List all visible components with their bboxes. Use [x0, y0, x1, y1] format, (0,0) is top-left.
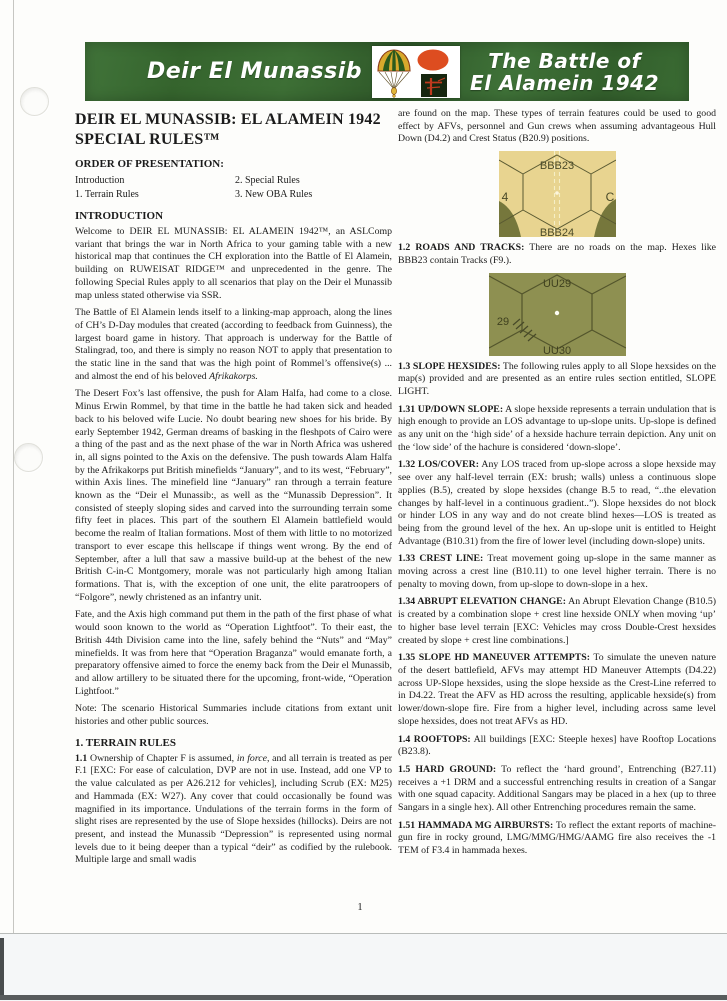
- intro-paragraph-2-text: The Battle of El Alamein lends itself to a linking-map approach, along the lines of CH’s D-Day modules that created (according to feedback from Guinness), the largest board game in history. That approach is underway for the Battle of Stalingrad, too, and there is simply no reason NOT to apply that presentation to the static line in the sand that was the high point of Rommel’s offensive(s) ... and almost the end of his beloved: [75, 307, 392, 382]
- intro-paragraph-1: Welcome to DEIR EL MUNASSIB: EL ALAMEIN 1942™, an ASLComp variant that brings the war in North Africa to your gaming table with a new historical map that continues the CH exploration into the Battle of El Alamein, building on RUWEISAT RIDGE™ and unprecedented in the genre. The following Special Rules apply to all scenarios that play on the Deir el Munassib map unless stated otherwise via SSR.: [75, 226, 392, 301]
- rule-1-2: [398, 242, 716, 267]
- page-number: 1: [357, 902, 363, 913]
- rule-1-33: [398, 553, 716, 591]
- rule-1-51: [398, 820, 716, 858]
- hex-label: C: [605, 190, 614, 205]
- banner-title-left: Deir El Munassib: [147, 59, 363, 84]
- hex-label: 4: [501, 190, 508, 205]
- rule-head: 1.2 ROADS AND TRACKS:: [398, 242, 525, 254]
- rule-1-1: [75, 753, 392, 867]
- rule-1-31: [398, 404, 716, 455]
- rule-text: Any LOS traced from up-slope across a slope hexside may see over any half-level terrain (EX: brush; walls) unless a continuous slope applies (B.5), created by slope hexsides (change B.5 to read, “..the elevation changes by half-level in a continuous gradient..”). Slope hexsides do not block or hinder LOS in any way and do not create blind hexes—LOS is treated as being from the ground level of the hex. An up-slope unit is entitled to Height Advantage (B10.31) from the fire of lower level (including down-slope) units.: [398, 459, 716, 547]
- rule-1-5: [398, 764, 716, 815]
- rule-text: A slope hexside represents a terrain undulation that is high enough to provide an LOS advantage to up-slope units. Up-slope is defined as any unit on the ‘high side’ of a hexside hachure terrain depiction. Any unit on the ‘low side’ of the hachure is considered ‘down-slope’.: [398, 403, 716, 453]
- rule-head: 1.51 HAMMADA MG AIRBURSTS:: [398, 819, 554, 831]
- rule-head: 1.5 HARD GROUND:: [398, 763, 497, 775]
- hex-label: 29: [496, 315, 509, 328]
- rule-head: 1.3 SLOPE HEXSIDES:: [398, 360, 501, 372]
- banner-title-right: [470, 50, 659, 94]
- order-item: 2. Special Rules: [235, 175, 300, 186]
- parachute-icon: [378, 50, 410, 97]
- scanner-background: [0, 933, 727, 1001]
- rule-1-4: [398, 734, 716, 759]
- order-item: 1. Terrain Rules: [75, 189, 139, 200]
- hex-label: BBB23: [539, 160, 574, 173]
- rule-text: To reflect the ‘hard ground’, Entrenching (B27.11) receives a +1 DRM and a successful entrenching results in creation of a Sangar with one squad capacity. Additional Sangars may be placed in a hex (up to three Sangars in a single hex). All other Entrenching procedures remain the same.: [398, 763, 716, 814]
- rule-text: The following rules apply to all Slope hexsides on the map(s) provided and are presented as an entire rules section entitled, SLOPE LIGHT.: [398, 360, 716, 397]
- intro-note: Note: The scenario Historical Summaries include citations from extant unit histories and other public sources.: [75, 703, 392, 728]
- scan-shadow-bottom: [0, 995, 727, 1000]
- rule-head: 1.31 UP/DOWN SLOPE:: [398, 403, 504, 415]
- rule-text: Treat movement going up-slope in the same manner as moving across a crest line (B10.11) to one level higher terrain. There is no penalty to moving down, from up-slope to down-slope in a hex.: [398, 553, 716, 590]
- order-of-presentation-list: [75, 174, 392, 202]
- punch-hole: [14, 443, 43, 472]
- intro-paragraph-4: Fate, and the Axis high command put them in the path of the first phase of what would soon known to the world as “Operation Lightfoot”. To their east, the British 44th Division came into the line, safely behind the “Nuts” and “May” minefields. It was from here that “Operation Braganza” would emanate forth, a preparatory offensive aimed to force the enemy back from the Deir el Munassib, and allow artillery to be situated there for the upcoming, front-wide, “Operation Lightfoot.”: [75, 609, 392, 697]
- rule-head: 1.34 ABRUPT ELEVATION CHANGE:: [398, 596, 566, 608]
- order-item: 3. New OBA Rules: [235, 189, 313, 200]
- page-edge: [13, 0, 14, 933]
- banner: [85, 42, 689, 101]
- order-of-presentation-heading: ORDER OF PRESENTATION:: [75, 158, 224, 170]
- rule-head: 1.32 LOS/COVER:: [398, 459, 480, 471]
- left-column: [75, 110, 392, 908]
- intro-paragraph-3: The Desert Fox’s last offensive, the push for Alam Halfa, had come to a close. Minus Erwin Rommel, by that time in the battle he had taken sick and headed back to his beloved wife Lucie. No doubt bearing new shoes for his bride. By early September 1942, German dreams of basking in the fleshpots of Cairo were a thing of the past and as the next phase of the war in North Africa was ushered in, all signs pointed to the Axis on the defensive. The push towards Alam Halfa by the Afrikakorps put British minefields “January”, and to its west, “February”, within Axis lines. The minefield line “January” ran through a terrain feature known as the “Deir el Munassib:, as well as the “Munassib Depression”. It consisted of steeply sloping sides and carved into the surrounding terrain some fifty feet in places. This part of the southern El Alamein battlefield would become the realm of Italian formations. Most of them with little to no motorized transport to ever escape this hellscape if things went wrong. By the end of September, after a lull that saw a massive build-up at the behest of the new British C-in-C Montgomery, morale was not particularly high among Italian formations. That is, with the exception of one unit, the elite paratroopers of “Folgore”, newly christened as an infantry unit.: [75, 388, 392, 603]
- punch-hole: [20, 87, 49, 116]
- hex-map-snippet-bbb23: [499, 151, 616, 237]
- rule-text: To reflect the extant reports of machine-gun fire in rocky ground, LMG/MMG/HMG/AAMG fire also receives the -1 TEM of F3.4 in hammada hexes.: [398, 819, 716, 857]
- rule-1-3: [398, 361, 716, 399]
- rule-1-1-number: 1.1: [75, 752, 88, 764]
- rule-1-1-italic: in force: [236, 752, 267, 764]
- paratrooper-logo-graphic: [372, 46, 460, 98]
- order-item: Introduction: [75, 175, 125, 186]
- rule-head: 1.35 SLOPE HD MANEUVER ATTEMPTS:: [398, 652, 590, 664]
- hex-label: UU29: [542, 277, 571, 290]
- rule-text: There are no roads on the map. Hexes like BBB23 contain Tracks (F9.).: [398, 242, 716, 266]
- rule-text: An Abrupt Elevation Change (B10.5) is created by a combination slope + crest line hexside ONLY when moving ‘up’ to higher base level terrain [EXC: Vehicles may cross Double-Crest hexsides created by slope + crest line combinations.]: [398, 596, 716, 646]
- hex-map-snippet-uu29: [489, 273, 626, 356]
- rule-1-1-text: , and all terrain is treated as per F.1 [EXC: For ease of calculation, DVP are not in use. Instead, add one VP to the value calculated as per A26.212 for vehicles], including Scrub (EX: M25) and Hammada (EX: W27). Any cover that could occasionally be found was magnified in its importance. Undulations of the terrain forms in the form of slight rises are represented by the use of Slope hexsides (hillocks). Deirs are not present, and instead the Munassib “Depression” is represented using normal levels due to it being deeper than a typical “deir” as codified by the rulebook. Multiple large and small wadis: [75, 752, 392, 866]
- page-title: DEIR EL MUNASSIB: EL ALAMEIN 1942 SPECIAL RULES™: [75, 111, 381, 148]
- rule-head: 1.33 CREST LINE:: [398, 553, 484, 565]
- intro-paragraph-2: [75, 307, 392, 383]
- banner-logo: [372, 46, 460, 98]
- rule-1-34: [398, 596, 716, 647]
- folgore-badge-icon: [421, 74, 447, 97]
- intro-paragraph-2-italic: Afrikakorps.: [209, 370, 258, 382]
- rule-1-1-text: Ownership of Chapter F is assumed,: [87, 752, 237, 764]
- rule-text: All buildings [EXC: Steeple hexes] have Rooftop Locations (B23.8).: [398, 733, 716, 758]
- banner-title-right-line1: The Battle of: [488, 48, 641, 73]
- rule-text: To simulate the uneven nature of the desert battlefield, AFVs may attempt HD Maneuver Attempts (D4.22) across UP-Slope hexsides, using the slope hexside as the Crest-Line referred to in D4.22. Treat the AFV as HD across the resulting, applicable hexside(s) from lower/down-slope fire. Fire from a higher level, including across same level slope hexsides, does not treat AFVs as HD.: [398, 652, 716, 727]
- rising-sun-icon: [418, 49, 449, 70]
- scan-shadow-left: [0, 938, 4, 1000]
- terrain-continuation-paragraph: are found on the map. These types of terrain features could be used to good effect by AFVs, personnel and Gun crews when assuming advantageous Hull Down (D4.2) and Crest Status (B20.9) positions.: [398, 108, 716, 145]
- rule-1-35: [398, 652, 716, 728]
- hex-label: BBB24: [539, 227, 574, 238]
- hex-label: UU30: [542, 344, 571, 356]
- terrain-rules-heading: 1. TERRAIN RULES: [75, 736, 176, 749]
- rule-1-32: [398, 459, 716, 548]
- rule-head: 1.4 ROOFTOPS:: [398, 733, 471, 745]
- introduction-heading: INTRODUCTION: [75, 210, 164, 222]
- right-column: [398, 108, 716, 920]
- banner-title-right-line2: El Alamein 1942: [470, 70, 659, 95]
